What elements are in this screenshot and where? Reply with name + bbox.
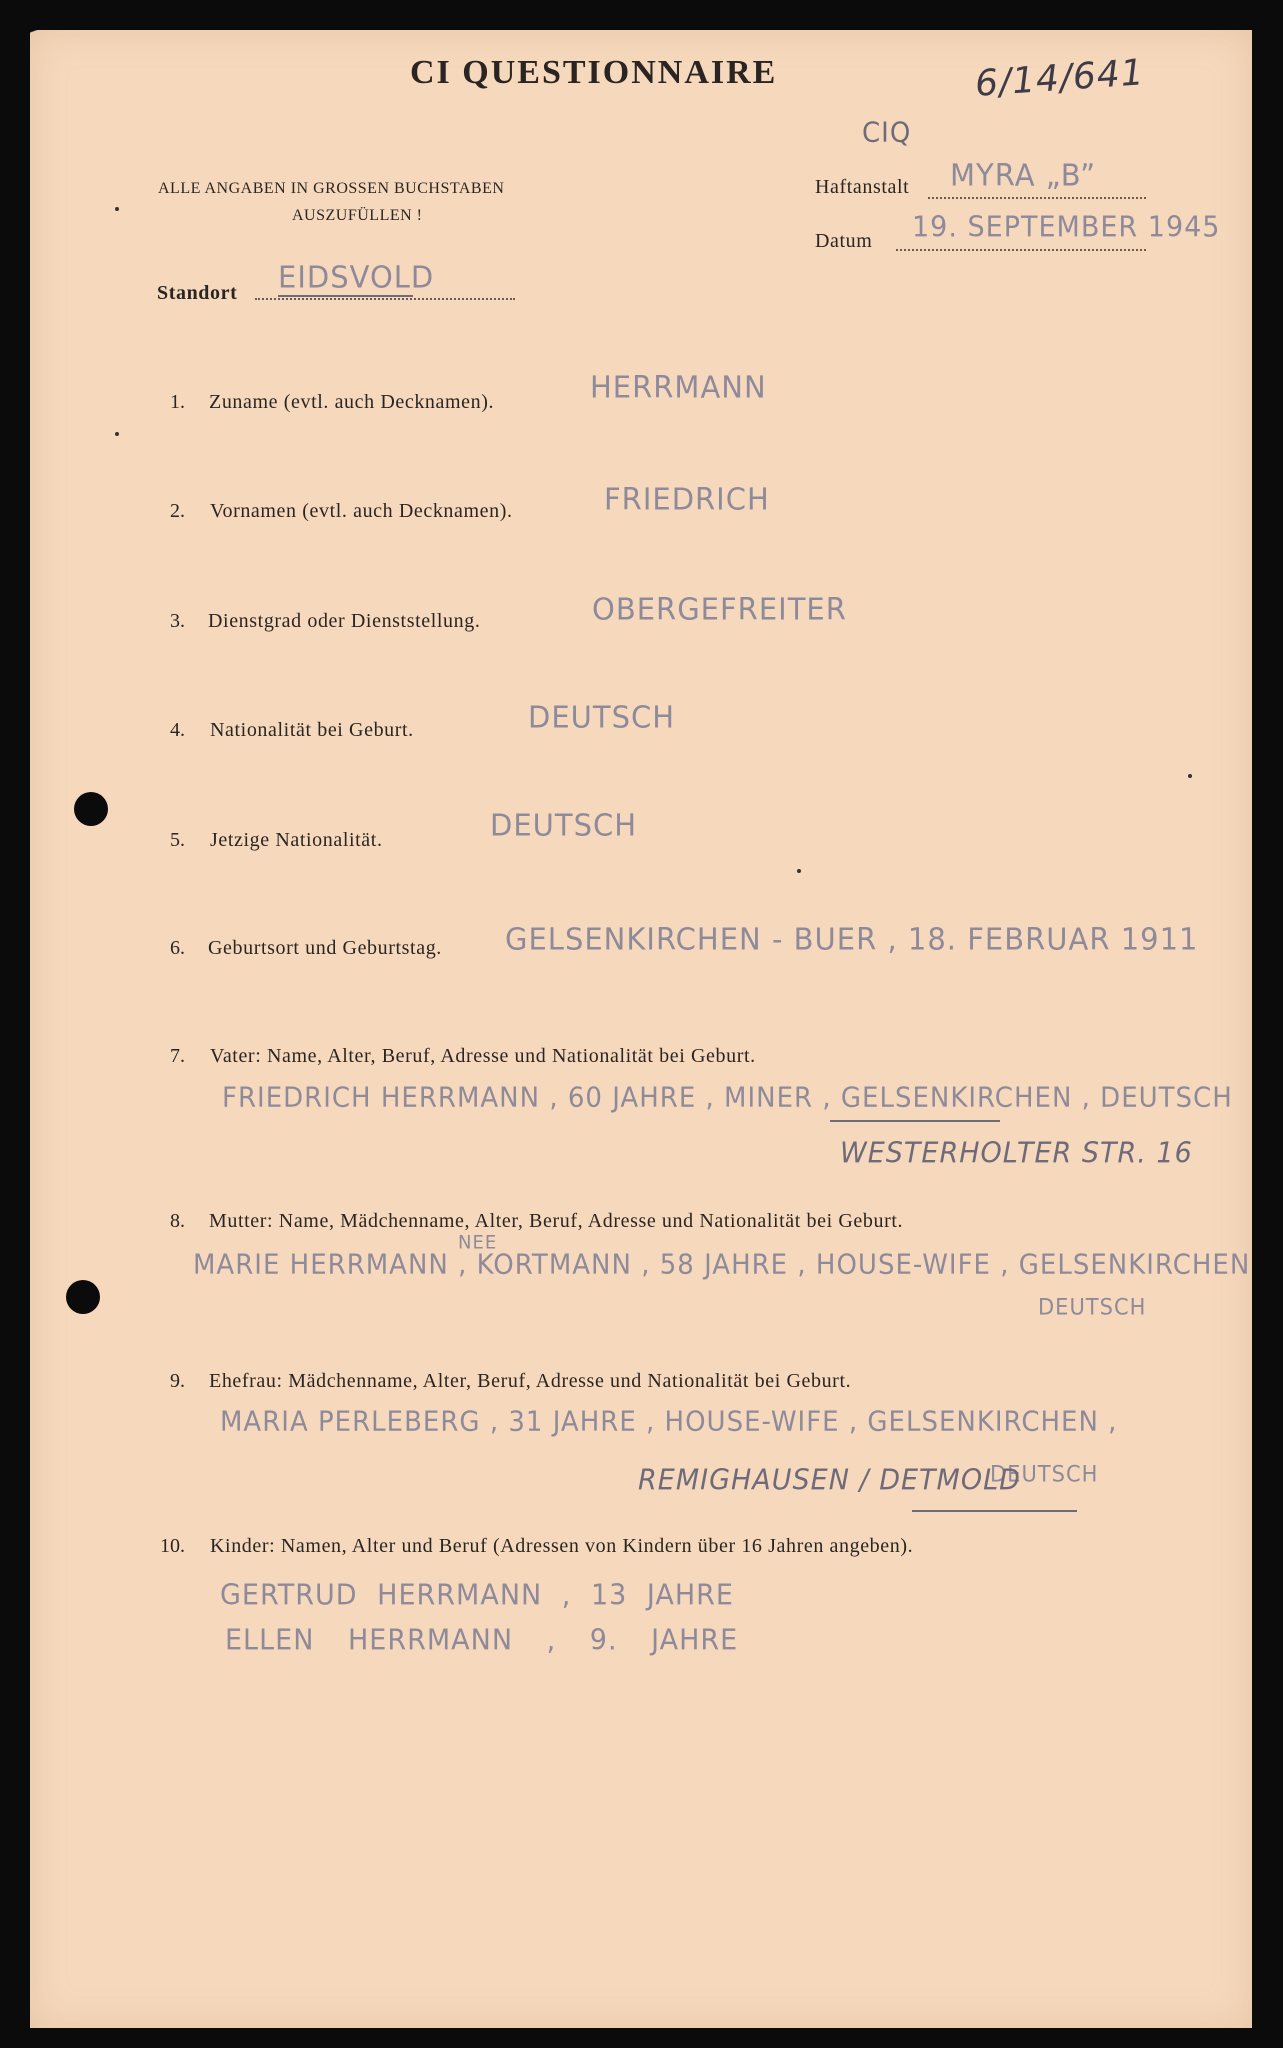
instruction-line-2: AUSZUFÜLLEN ! [292,207,423,224]
ehefrau-underline [912,1510,1077,1512]
question-number: 9. [170,1370,185,1392]
question-label-mutter: Mutter: Name, Mädchenname, Alter, Beruf, Adresse und Nationalität bei Geburt. [209,1210,904,1232]
punch-hole-bottom [66,1280,100,1314]
answer-mutter: MARIE HERRMANN , KORTMANN , 58 JAHRE , HOUSE-WIFE , GELSENKIRCHEN [193,1249,1251,1281]
datum-label: Datum [815,230,873,252]
question-number: 5. [170,829,185,851]
answer-dienstgrad: OBERGEFREITER [592,591,847,627]
question-label-vornamen: Vornamen (evtl. auch Decknamen). [210,500,513,522]
question-label-jetzige-nationalitaet: Jetzige Nationalität. [210,829,383,851]
answer-kinder-2: ELLEN HERRMANN , 9. JAHRE [225,1624,739,1657]
answer-vater: FRIEDRICH HERRMANN , 60 JAHRE , MINER , GELSENKIRCHEN , DEUTSCH [222,1082,1233,1114]
answer-vornamen: FRIEDRICH [604,481,770,517]
question-number: 6. [170,937,185,959]
paper-speck [115,207,119,211]
datum-line [896,249,1146,251]
paper-speck [115,432,119,436]
question-number: 8. [170,1210,185,1232]
handwritten-reference: 6/14/641 [973,52,1146,105]
instruction-line-1: ALLE ANGABEN IN GROSSEN BUCHSTABEN [158,180,505,197]
question-number: 3. [170,610,185,632]
question-number: 7. [170,1045,185,1067]
question-number: 1. [170,391,185,413]
answer-ehefrau-nationality: DEUTSCH [990,1461,1099,1487]
haftanstalt-value: MYRA „B” [950,157,1097,193]
ciq-mark: CIQ [862,117,912,149]
question-label-ehefrau: Ehefrau: Mädchenname, Alter, Beruf, Adresse und Nationalität bei Geburt. [209,1370,852,1392]
standort-label: Standort [157,282,238,304]
answer-vater-address: WESTERHOLTER STR. 16 [840,1137,1193,1170]
standort-line [255,298,515,300]
torn-corner [0,0,130,60]
question-label-dienstgrad: Dienstgrad oder Dienststellung. [208,610,481,632]
question-number: 2. [170,500,185,522]
vater-underline [830,1120,1000,1122]
datum-value: 19. SEPTEMBER 1945 [912,211,1221,244]
answer-nationalitaet-geburt: DEUTSCH [528,699,676,735]
answer-ehefrau-address: REMIGHAUSEN / DETMOLD [638,1464,1021,1497]
question-number: 4. [170,719,185,741]
haftanstalt-label: Haftanstalt [815,176,910,198]
answer-zuname: HERRMANN [590,369,767,405]
standort-value: EIDSVOLD [278,259,435,295]
answer-mutter-nationality: DEUTSCH [1038,1294,1147,1320]
answer-geburtsort: GELSENKIRCHEN - BUER , 18. FEBRUAR 1911 [505,921,1199,957]
question-label-nationalitaet-geburt: Nationalität bei Geburt. [210,719,414,741]
punch-hole-top [74,792,108,826]
question-label-geburtsort: Geburtsort und Geburtstag. [208,937,442,959]
answer-jetzige-nationalitaet: DEUTSCH [490,807,638,843]
paper-speck [1188,774,1192,778]
questionnaire-sheet [30,30,1252,2028]
document-title: CI QUESTIONNAIRE [410,54,778,91]
question-label-zuname: Zuname (evtl. auch Decknamen). [209,391,495,413]
answer-mutter-nee: NEE [458,1231,498,1254]
question-number: 10. [160,1535,185,1557]
question-label-kinder: Kinder: Namen, Alter und Beruf (Adressen von Kindern über 16 Jahren angeben). [210,1535,914,1557]
paper-speck [797,869,801,873]
question-label-vater: Vater: Name, Alter, Beruf, Adresse und Nationalität bei Geburt. [210,1045,756,1067]
answer-kinder-1: GERTRUD HERRMANN , 13 JAHRE [220,1579,734,1612]
answer-ehefrau: MARIA PERLEBERG , 31 JAHRE , HOUSE-WIFE , GELSENKIRCHEN , [220,1406,1118,1438]
haftanstalt-line [928,197,1146,199]
standort-underline [278,295,413,297]
